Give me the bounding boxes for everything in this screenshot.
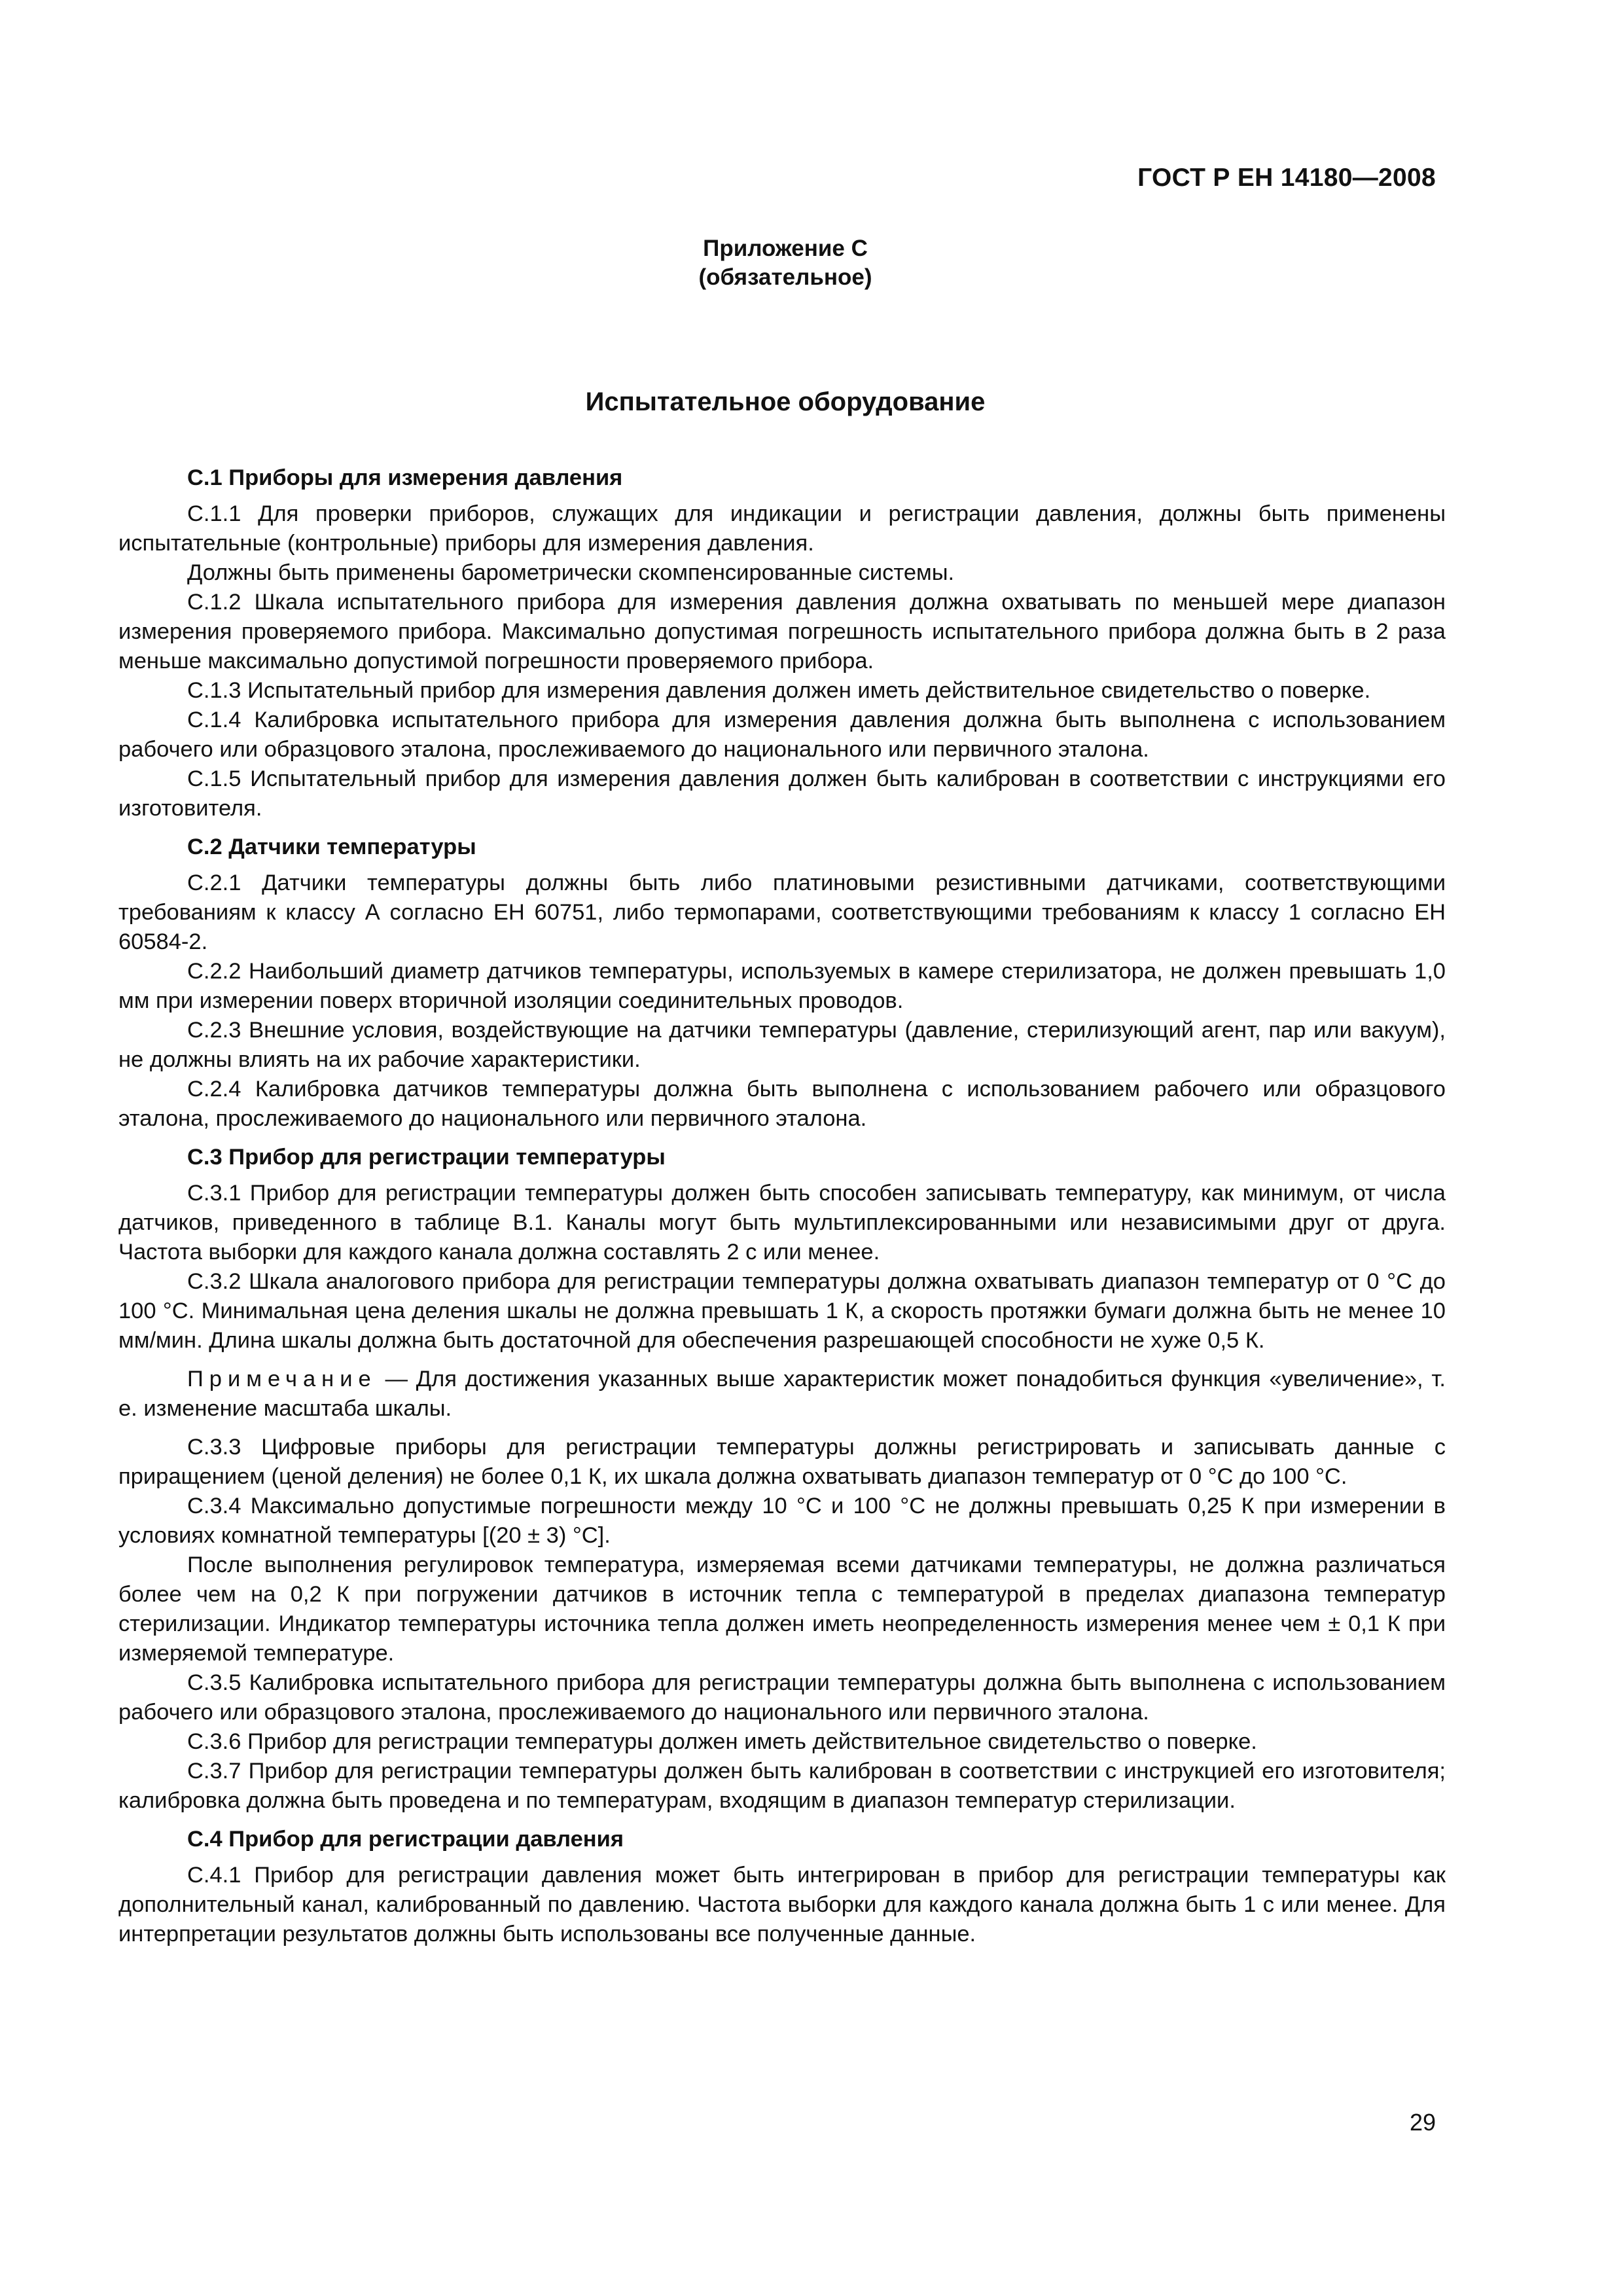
document-body — [118, 463, 1446, 1949]
paragraph-c3-7: С.3.7 Прибор для регистрации температуры должен быть калиброван в соответствии с инструкцией его изготовителя; калибровка должна быть проведена и по температурам, входящим в диапазон температур стерилизации. — [118, 1759, 1446, 1813]
paragraph-c3-3: С.3.3 Цифровые приборы для регистрации температуры должны регистрировать и записывать данные с приращением (ценой деления) не более 0,1 К, их шкала должна охватывать диапазон температур от 0 °С до 100 °С. — [118, 1435, 1446, 1489]
paragraph-c1-1: С.1.1 Для проверки приборов, служащих для индикации и регистрации давления, должны быть применены испытательные (контрольные) приборы для измерения давления. — [118, 501, 1446, 556]
paragraph-c3-1: С.3.1 Прибор для регистрации температуры должен быть способен записывать температуру, как минимум, от числа датчиков, приведенного в таблице В.1. Каналы могут быть мультиплексированными или независимыми друг от друга. Частота выборки для каждого канала должна составлять 2 с или менее. — [118, 1181, 1446, 1265]
paragraph-c3-4: С.3.4 Максимально допустимые погрешности между 10 °С и 100 °С не должны превышать 0,25 К при измерении в условиях комнатной температуры [(20 ± 3) °С]. — [118, 1494, 1446, 1548]
annex-label: Приложение С — [703, 236, 868, 261]
note-text: — Для достижения указанных выше характеристик может понадобиться функция «увеличение», т. е. изменение масштаба шкалы. — [118, 1367, 1446, 1421]
paragraph-c2-4: С.2.4 Калибровка датчиков температуры должна быть выполнена с использованием рабочего или образцового эталона, прослеживаемого до национального или первичного эталона. — [118, 1077, 1446, 1131]
paragraph-c2-3: С.2.3 Внешние условия, воздействующие на датчики температуры (давление, стерилизующий агент, пар или вакуум), не должны влиять на их рабочие характеристики. — [118, 1018, 1446, 1072]
paragraph-c3-2: С.3.2 Шкала аналогового прибора для регистрации температуры должна охватывать диапазон температур от 0 °С до 100 °С. Минимальная цена деления шкалы не должна превышать 1 К, а скорость протяжки бумаги должна быть не менее 10 мм/мин. Длина шкалы должна быть достаточной для обеспечения разрешающей способности не хуже 0,5 К. — [118, 1269, 1446, 1353]
section-heading-c1: С.1 Приборы для измерения давления — [187, 465, 623, 490]
paragraph-c3-5: С.3.5 Калибровка испытательного прибора для регистрации температуры должна быть выполнена с использованием рабочего или образцового эталона, прослеживаемого до национального или первичного эталона. — [118, 1670, 1446, 1725]
annex-status: (обязательное) — [698, 264, 872, 290]
section-heading-c4: С.4 Прибор для регистрации давления — [187, 1827, 624, 1852]
paragraph-c1-1b: Должны быть применены барометрически скомпенсированные системы. — [187, 560, 955, 585]
note-label: Примечание — [187, 1367, 377, 1391]
paragraph-c4-1: С.4.1 Прибор для регистрации давления может быть интегрирован в прибор для регистрации температуры как дополнительный канал, калиброванный по давлению. Частота выборки для каждого канала должна быть 1 с или менее. Для интерпретации результатов должны быть использованы все полученные данные. — [118, 1863, 1446, 1946]
paragraph-c1-3: С.1.3 Испытательный прибор для измерения давления должен иметь действительное свидетельство о поверке. — [187, 678, 1371, 703]
page-number: 29 — [1409, 2109, 1436, 2136]
paragraph-c2-2: С.2.2 Наибольший диаметр датчиков температуры, используемых в камере стерилизатора, не должен превышать 1,0 мм при измерении поверх вторичной изоляции соединительных проводов. — [118, 959, 1446, 1013]
annex-heading — [0, 234, 1571, 292]
document-code: ГОСТ Р ЕН 14180—2008 — [1137, 164, 1436, 192]
paragraph-c1-2: С.1.2 Шкала испытательного прибора для измерения давления должна охватывать по меньшей мере диапазон измерения проверяемого прибора. Максимально допустимая погрешность испытательного прибора должна быть в 2 раза меньше максимально допустимой погрешности проверяемого прибора. — [118, 590, 1446, 673]
paragraph-c3-6: С.3.6 Прибор для регистрации температуры должен иметь действительное свидетельство о поверке. — [187, 1729, 1257, 1754]
paragraph-c1-5: С.1.5 Испытательный прибор для измерения давления должен быть калиброван в соответствии с инструкциями его изготовителя. — [118, 766, 1446, 821]
note — [118, 1365, 1446, 1424]
paragraph-c2-1: С.2.1 Датчики температуры должны быть либо платиновыми резистивными датчиками, соответствующими требованиям к классу А согласно ЕН 60751, либо термопарами, соответствующими требованиям к классу 1 согласно ЕН 60584-2. — [118, 870, 1446, 954]
section-heading-c3: С.3 Прибор для регистрации температуры — [187, 1145, 666, 1170]
paragraph-c1-4: С.1.4 Калибровка испытательного прибора для измерения давления должна быть выполнена с использованием рабочего или образцового эталона, прослеживаемого до национального или первичного эталона. — [118, 708, 1446, 762]
paragraph-c3-4b: После выполнения регулировок температура, измеряемая всеми датчиками температуры, не должна различаться более чем на 0,2 К при погружении датчиков в источник тепла с температурой в пределах диапазона температур стерилизации. Индикатор температуры источника тепла должен иметь неопределенность измерения менее чем ± 0,1 К при измеряемой температуре. — [118, 1552, 1446, 1666]
section-heading-c2: С.2 Датчики температуры — [187, 834, 476, 859]
page-title: Испытательное оборудование — [585, 387, 986, 416]
